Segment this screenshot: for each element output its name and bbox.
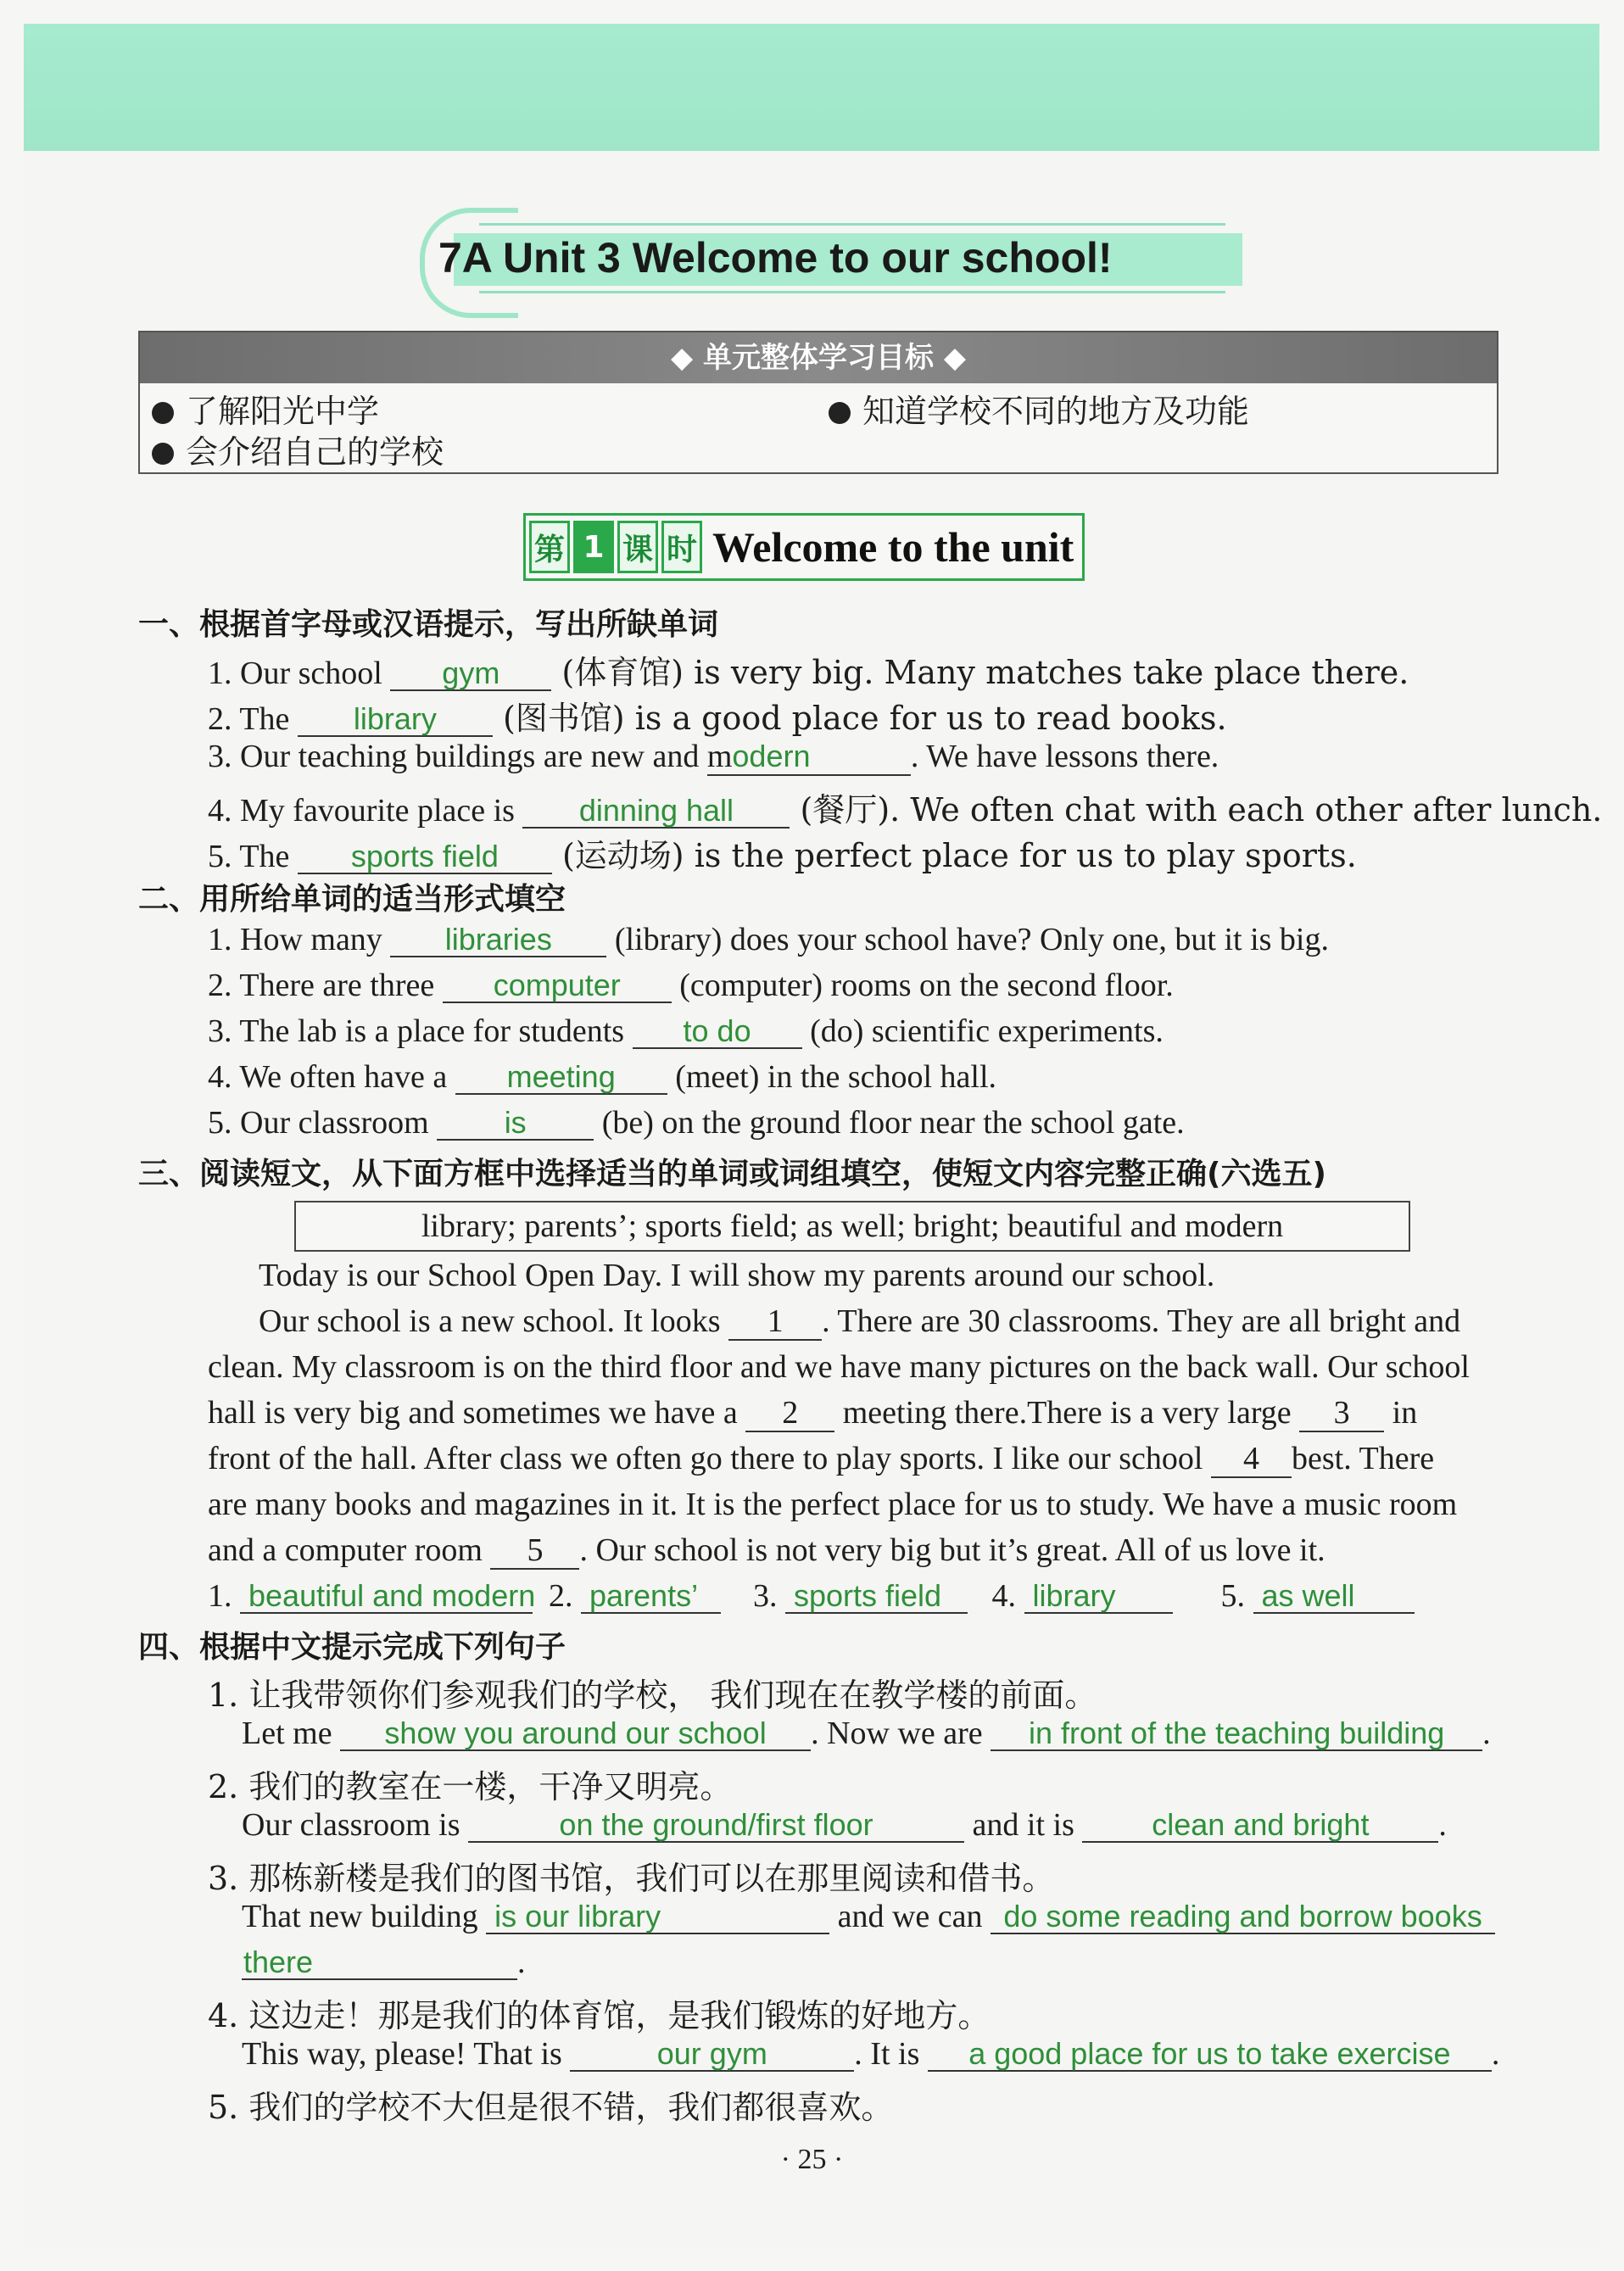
unit-title-banner — [420, 208, 1251, 310]
answer-blank: in front of the teaching building — [991, 1717, 1482, 1751]
answer-blank: library — [298, 703, 493, 737]
lesson-title: Welcome to the unit — [712, 523, 1074, 571]
answer-blank: beautiful and modern — [240, 1580, 533, 1614]
passage-line: are many books and magazines in it. It is the perfect place for us to study. We have a music room — [208, 1487, 1458, 1522]
passage-answers: 1. beautiful and modern 2. parents’ 3. sports field 4. library 5. as well — [208, 1577, 1415, 1615]
answer-blank: library — [1024, 1580, 1173, 1614]
question-line: 3. Our teaching buildings are new and modern . We have lessons there. — [208, 739, 1219, 774]
section-heading: 一、根据首字母或汉语提示，写出所缺单词 — [138, 607, 719, 642]
answer-blank: a good place for us to take exercise — [928, 2038, 1492, 2072]
answer-blank: sports field — [298, 840, 552, 874]
answer-blank: there — [242, 1946, 517, 1980]
answer-blank: dinning hall — [522, 795, 790, 829]
answer-blank: sports field — [785, 1580, 968, 1614]
question-line: 5. Our classroom is (be) on the ground floor near the school gate. — [208, 1105, 1185, 1141]
bullet-icon — [152, 443, 174, 465]
passage-line: hall is very big and sometimes we have a 2 meeting there.There is a very large 3 in — [208, 1395, 1418, 1431]
question-line: 5. The sports field (运动场) is the perfect place for us to play sports. — [208, 837, 1357, 874]
sentence-line: Let me show you around our school . Now we are in front of the teaching building . — [242, 1716, 1491, 1751]
passage-line: clean. My classroom is on the third floor and we have many pictures on the back wall. Our school — [208, 1349, 1470, 1385]
passage-blank: 5 — [490, 1534, 579, 1570]
question-line: 4. We often have a meeting (meet) in the school hall. — [208, 1059, 997, 1095]
answer-blank: computer — [443, 969, 672, 1003]
page-number: · 25 · — [780, 2144, 844, 2175]
answer-blank: on the ground/first floor — [468, 1809, 964, 1843]
lesson-number: 1 — [573, 521, 614, 573]
top-color-band — [24, 24, 1599, 151]
question-line: 3. The lab is a place for students to do (do) scientific experiments. — [208, 1013, 1164, 1049]
passage-line: Today is our School Open Day. I will show my parents around our school. — [259, 1258, 1215, 1293]
bullet-icon — [829, 402, 851, 424]
answer-blank: do some reading and borrow books — [991, 1900, 1495, 1934]
question-line: 4. My favourite place is dinning hall (餐厅). We often chat with each other after lunch. — [208, 791, 1603, 829]
goals-header: ◆ 单元整体学习目标 ◆ — [140, 332, 1497, 383]
goal-item: 会介绍自己的学校 — [152, 426, 444, 472]
passage-line: Our school is a new school. It looks 1 . There are 30 classrooms. They are all bright and — [259, 1303, 1461, 1339]
passage-blank: 1 — [728, 1305, 822, 1341]
answer-blank: to do — [633, 1015, 802, 1049]
unit-title: 7A Unit 3 Welcome to our school! — [438, 234, 1113, 282]
sentence-line: This way, please! That is our gym . It is a good place for us to take exercise . — [242, 2036, 1500, 2072]
lesson-char: 第 — [529, 521, 570, 573]
goal-item: 了解阳光中学 — [152, 385, 379, 432]
answer-blank: is — [437, 1107, 594, 1141]
passage-line: and a computer room 5 . Our school is not very big but it’s great. All of us love it. — [208, 1532, 1325, 1568]
answer-blank: meeting — [455, 1061, 667, 1095]
passage-blank: 3 — [1299, 1397, 1384, 1432]
answer-blank: our gym — [570, 2038, 854, 2072]
answer-blank: as well — [1253, 1580, 1415, 1614]
chinese-prompt: 2. 我们的教室在一楼，干净又明亮。 — [208, 1768, 733, 1805]
section-heading: 三、阅读短文，从下面方框中选择适当的单词或词组填空，使短文内容完整正确(六选五) — [138, 1157, 1326, 1191]
answer-blank: modern — [707, 740, 911, 776]
sentence-line: Our classroom is on the ground/first floor and it is clean and bright . — [242, 1807, 1447, 1843]
lesson-char: 课 — [617, 521, 658, 573]
goal-item: 知道学校不同的地方及功能 — [829, 385, 1249, 432]
chinese-prompt: 3. 那栋新楼是我们的图书馆，我们可以在那里阅读和借书。 — [208, 1860, 1055, 1897]
answer-blank: is our library — [486, 1900, 829, 1934]
question-line: 1. How many libraries (library) does your school have? Only one, but it is big. — [208, 922, 1329, 957]
learning-goals-box — [138, 331, 1498, 474]
answer-blank: show you around our school — [340, 1717, 811, 1751]
passage-blank: 2 — [745, 1397, 834, 1432]
question-line: 1. Our school gym (体育馆) is very big. Many matches take place there. — [208, 654, 1409, 691]
passage-blank: 4 — [1211, 1442, 1292, 1478]
section-heading: 四、根据中文提示完成下列句子 — [138, 1630, 566, 1665]
answer-blank: libraries — [390, 923, 606, 957]
bullet-icon — [152, 402, 174, 424]
question-line: 2. The library (图书馆) is a good place for us to read books. — [208, 700, 1227, 737]
title-stripe — [479, 291, 1225, 293]
question-line: 2. There are three computer (computer) rooms on the second floor. — [208, 968, 1174, 1003]
section-heading: 二、用所给单词的适当形式填空 — [138, 882, 566, 917]
chinese-prompt: 4. 这边走！那是我们的体育馆，是我们锻炼的好地方。 — [208, 1997, 991, 2034]
lesson-char: 时 — [661, 521, 702, 573]
answer-blank: parents’ — [581, 1580, 721, 1614]
answer-blank: gym — [390, 657, 551, 691]
lesson-header — [523, 513, 1085, 581]
passage-line: front of the hall. After class we often go there to play sports. I like our school 4 best. There — [208, 1441, 1435, 1476]
word-bank-box: library; parents’; sports field; as well; bright; beautiful and modern — [294, 1201, 1410, 1252]
sentence-line: there . — [243, 1945, 526, 1980]
sentence-line: That new building is our library and we can do some reading and borrow books — [242, 1898, 1495, 1935]
chinese-prompt: 1. 让我带领你们参观我们的学校， 我们现在在教学楼的前面。 — [208, 1677, 1097, 1714]
chinese-prompt: 5. 我们的学校不大但是很不错，我们都很喜欢。 — [208, 2089, 894, 2126]
answer-blank: clean and bright — [1082, 1809, 1438, 1843]
title-stripe — [479, 223, 1225, 226]
